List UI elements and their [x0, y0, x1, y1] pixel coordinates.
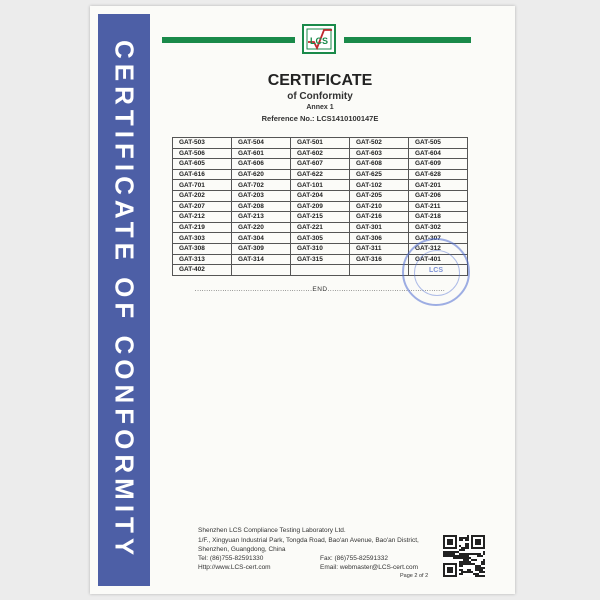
footer-company: Shenzhen LCS Compliance Testing Laboratory Ltd.	[198, 527, 346, 534]
model-cell: GAT-702	[232, 180, 291, 191]
model-cell: GAT-213	[232, 212, 291, 223]
table-row	[173, 180, 468, 191]
model-cell: GAT-311	[350, 243, 409, 254]
model-cell: GAT-308	[173, 243, 232, 254]
model-cell: GAT-202	[173, 190, 232, 201]
model-cell: GAT-503	[173, 138, 232, 149]
model-cell: GAT-616	[173, 169, 232, 180]
model-cell: GAT-215	[291, 212, 350, 223]
model-cell: GAT-206	[409, 190, 468, 201]
model-cell: GAT-220	[232, 222, 291, 233]
footer-address-line-2: Shenzhen, Guangdong, China	[198, 546, 286, 553]
table-row	[173, 222, 468, 233]
model-cell: GAT-625	[350, 169, 409, 180]
model-cell: GAT-605	[173, 159, 232, 170]
model-cell: GAT-620	[232, 169, 291, 180]
model-cell: GAT-102	[350, 180, 409, 191]
model-cell: GAT-701	[173, 180, 232, 191]
certificate-sidebar	[98, 14, 150, 586]
table-row	[173, 169, 468, 180]
model-cell: GAT-604	[409, 148, 468, 159]
model-cell: GAT-609	[409, 159, 468, 170]
model-cell: GAT-307	[409, 233, 468, 244]
table-row	[173, 159, 468, 170]
table-row	[173, 190, 468, 201]
model-cell: GAT-402	[173, 265, 232, 276]
footer-fax: Fax: (86)755-82591332	[320, 555, 388, 562]
model-cell: GAT-207	[173, 201, 232, 212]
logo-letters: LCS	[310, 36, 328, 46]
model-cell: GAT-602	[291, 148, 350, 159]
model-cell	[350, 265, 409, 276]
model-cell: GAT-303	[173, 233, 232, 244]
model-cell: GAT-316	[350, 254, 409, 265]
model-cell: GAT-401	[409, 254, 468, 265]
header-green-bar-right	[344, 37, 471, 43]
model-cell: GAT-504	[232, 138, 291, 149]
model-cell: GAT-212	[173, 212, 232, 223]
model-cell: GAT-302	[409, 222, 468, 233]
model-cell: GAT-305	[291, 233, 350, 244]
certificate-subtitle: of Conformity	[287, 91, 353, 102]
footer-address-line-1: 1/F., Xingyuan Industrial Park, Tongda Road, Bao'an Avenue, Bao'an District,	[198, 537, 419, 544]
footer-website: Http://www.LCS-cert.com	[198, 564, 271, 571]
model-cell: GAT-218	[409, 212, 468, 223]
model-cell: GAT-501	[291, 138, 350, 149]
stamp-text: LCS	[429, 267, 443, 274]
model-cell: GAT-205	[350, 190, 409, 201]
reference-number: Reference No.: LCS1410100147E	[261, 114, 379, 123]
annex-label: Annex 1	[306, 104, 334, 111]
model-cell: GAT-314	[232, 254, 291, 265]
model-cell: GAT-628	[409, 169, 468, 180]
model-cell: GAT-101	[291, 180, 350, 191]
model-cell: GAT-211	[409, 201, 468, 212]
model-cell: GAT-216	[350, 212, 409, 223]
model-cell: GAT-301	[350, 222, 409, 233]
certificate-title: CERTIFICATE	[267, 72, 373, 89]
model-cell: GAT-201	[409, 180, 468, 191]
model-cell: GAT-603	[350, 148, 409, 159]
model-cell: GAT-608	[350, 159, 409, 170]
model-cell: GAT-601	[232, 148, 291, 159]
model-cell: GAT-221	[291, 222, 350, 233]
model-cell: GAT-506	[173, 148, 232, 159]
model-cell: GAT-310	[291, 243, 350, 254]
model-cell: GAT-208	[232, 201, 291, 212]
model-cell: GAT-622	[291, 169, 350, 180]
footer-tel: Tel: (86)755-82591330	[198, 555, 264, 562]
model-cell: GAT-502	[350, 138, 409, 149]
model-cell: GAT-304	[232, 233, 291, 244]
model-cell: GAT-203	[232, 190, 291, 201]
model-cell: GAT-309	[232, 243, 291, 254]
model-cell: GAT-219	[173, 222, 232, 233]
model-cell: GAT-607	[291, 159, 350, 170]
header-green-bar-left	[162, 37, 295, 43]
model-cell: GAT-306	[350, 233, 409, 244]
page-number: Page 2 of 2	[400, 573, 429, 579]
model-cell: GAT-209	[291, 201, 350, 212]
model-cell: GAT-204	[291, 190, 350, 201]
sidebar-title: CERTIFICATE OF CONFORMITY	[109, 39, 140, 561]
model-cell	[232, 265, 291, 276]
model-cell: GAT-210	[350, 201, 409, 212]
table-row	[173, 212, 468, 223]
footer-email: Email: webmaster@LCS-cert.com	[320, 564, 418, 571]
model-cell: GAT-505	[409, 138, 468, 149]
table-row	[173, 201, 468, 212]
table-end-marker: ...................................................END...................................................	[194, 286, 446, 293]
model-cell: GAT-315	[291, 254, 350, 265]
model-cell: GAT-313	[173, 254, 232, 265]
model-cell	[291, 265, 350, 276]
model-cell: GAT-606	[232, 159, 291, 170]
table-row	[173, 148, 468, 159]
model-cell: GAT-312	[409, 243, 468, 254]
lcs-logo-icon	[302, 24, 336, 54]
company-stamp	[402, 238, 470, 306]
qr-code-icon	[443, 535, 485, 577]
table-row	[173, 138, 468, 149]
